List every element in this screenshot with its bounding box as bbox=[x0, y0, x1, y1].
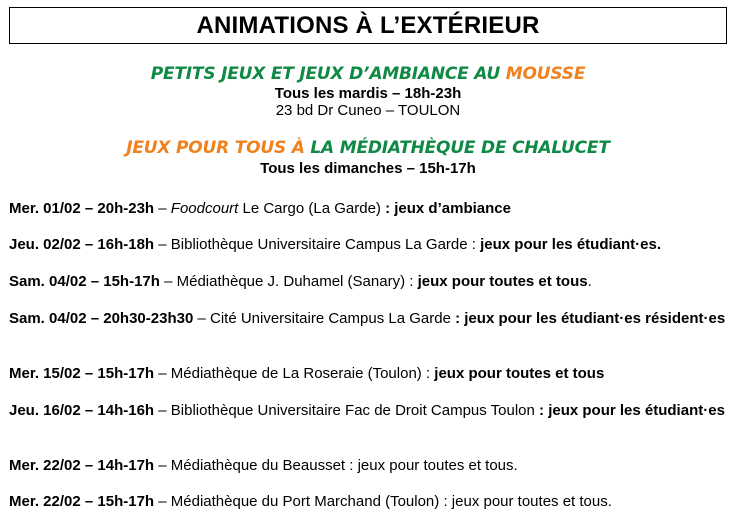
event-date: Sam. 04/02 – 15h-17h bbox=[9, 273, 160, 290]
event-place: Médiathèque de La Roseraie (Toulon) bbox=[170, 365, 426, 382]
event-colon: : bbox=[349, 457, 358, 474]
event-separator: – bbox=[154, 236, 171, 253]
event-place-italic: Foodcourt bbox=[170, 200, 239, 217]
event-place: Médiathèque du Beausset bbox=[170, 457, 350, 474]
event-separator: – bbox=[154, 200, 171, 217]
event-colon: : bbox=[455, 310, 465, 327]
event-separator: – bbox=[154, 402, 171, 419]
event-audience: jeux pour toutes et tous. bbox=[451, 493, 612, 510]
headline-chalucet-part1: JEUX POUR TOUS À bbox=[126, 138, 311, 158]
mousse-schedule: Tous les mardis – 18h-23h bbox=[274, 85, 462, 102]
event-date: Mer. 22/02 – 15h-17h bbox=[9, 493, 155, 510]
list-item bbox=[9, 457, 727, 474]
event-separator: – bbox=[159, 273, 177, 290]
event-place: Médiathèque du Port Marchand (Toulon) bbox=[170, 493, 444, 510]
event-colon: : bbox=[409, 273, 418, 290]
event-date: Jeu. 16/02 – 14h-16h bbox=[9, 402, 155, 419]
list-item bbox=[9, 402, 727, 419]
event-place: Le Cargo (La Garde) bbox=[238, 200, 386, 217]
event-date: Mer. 22/02 – 14h-17h bbox=[9, 457, 155, 474]
event-audience: jeux pour toutes et tous. bbox=[357, 457, 518, 474]
event-audience: jeux pour les étudiant·es bbox=[548, 402, 725, 419]
event-separator: – bbox=[154, 365, 171, 382]
event-place: Bibliothèque Universitaire Fac de Droit Campus Toulon bbox=[170, 402, 540, 419]
event-separator: – bbox=[154, 493, 171, 510]
headline-chalucet bbox=[0, 138, 736, 158]
event-date: Mer. 01/02 – 20h-23h bbox=[9, 200, 155, 217]
event-colon: : bbox=[471, 236, 481, 253]
event-date: Mer. 15/02 – 15h-17h bbox=[9, 365, 155, 382]
event-tail: . bbox=[587, 273, 592, 290]
event-date: Jeu. 02/02 – 16h-18h bbox=[9, 236, 155, 253]
list-item bbox=[9, 365, 727, 382]
event-date: Sam. 04/02 – 20h30-23h30 bbox=[9, 310, 194, 327]
event-audience: jeux pour toutes et tous bbox=[434, 365, 605, 382]
event-place: Bibliothèque Universitaire Campus La Garde bbox=[170, 236, 472, 253]
event-colon: : bbox=[443, 493, 452, 510]
event-place: Médiathèque J. Duhamel (Sanary) bbox=[176, 273, 410, 290]
chalucet-schedule: Tous les dimanches – 15h-17h bbox=[260, 160, 476, 177]
list-item bbox=[9, 310, 727, 327]
event-colon: : bbox=[425, 365, 435, 382]
event-place: Cité Universitaire Campus La Garde bbox=[209, 310, 456, 327]
event-audience: jeux pour les étudiant·es. bbox=[480, 236, 661, 253]
event-colon: : bbox=[385, 200, 395, 217]
list-item bbox=[9, 236, 727, 253]
headline-chalucet-part2: LA MÉDIATHÈQUE DE CHALUCET bbox=[310, 138, 610, 158]
event-audience: jeux pour les étudiant·es résident·es bbox=[464, 310, 726, 327]
list-item bbox=[9, 493, 727, 510]
event-separator: – bbox=[193, 310, 210, 327]
event-colon: : bbox=[539, 402, 549, 419]
event-separator: – bbox=[154, 457, 171, 474]
headline-mousse-part1: PETITS JEUX ET JEUX D’AMBIANCE AU bbox=[150, 64, 506, 84]
list-item bbox=[9, 273, 727, 290]
headline-mousse bbox=[0, 64, 736, 84]
event-audience: jeux d’ambiance bbox=[394, 200, 511, 217]
event-audience: jeux pour toutes et tous bbox=[417, 273, 588, 290]
list-item bbox=[9, 200, 727, 217]
page-title: ANIMATIONS À L’EXTÉRIEUR bbox=[9, 7, 727, 44]
headline-mousse-part2: MOUSSE bbox=[505, 64, 586, 84]
mousse-address: 23 bd Dr Cuneo – TOULON bbox=[275, 102, 461, 119]
